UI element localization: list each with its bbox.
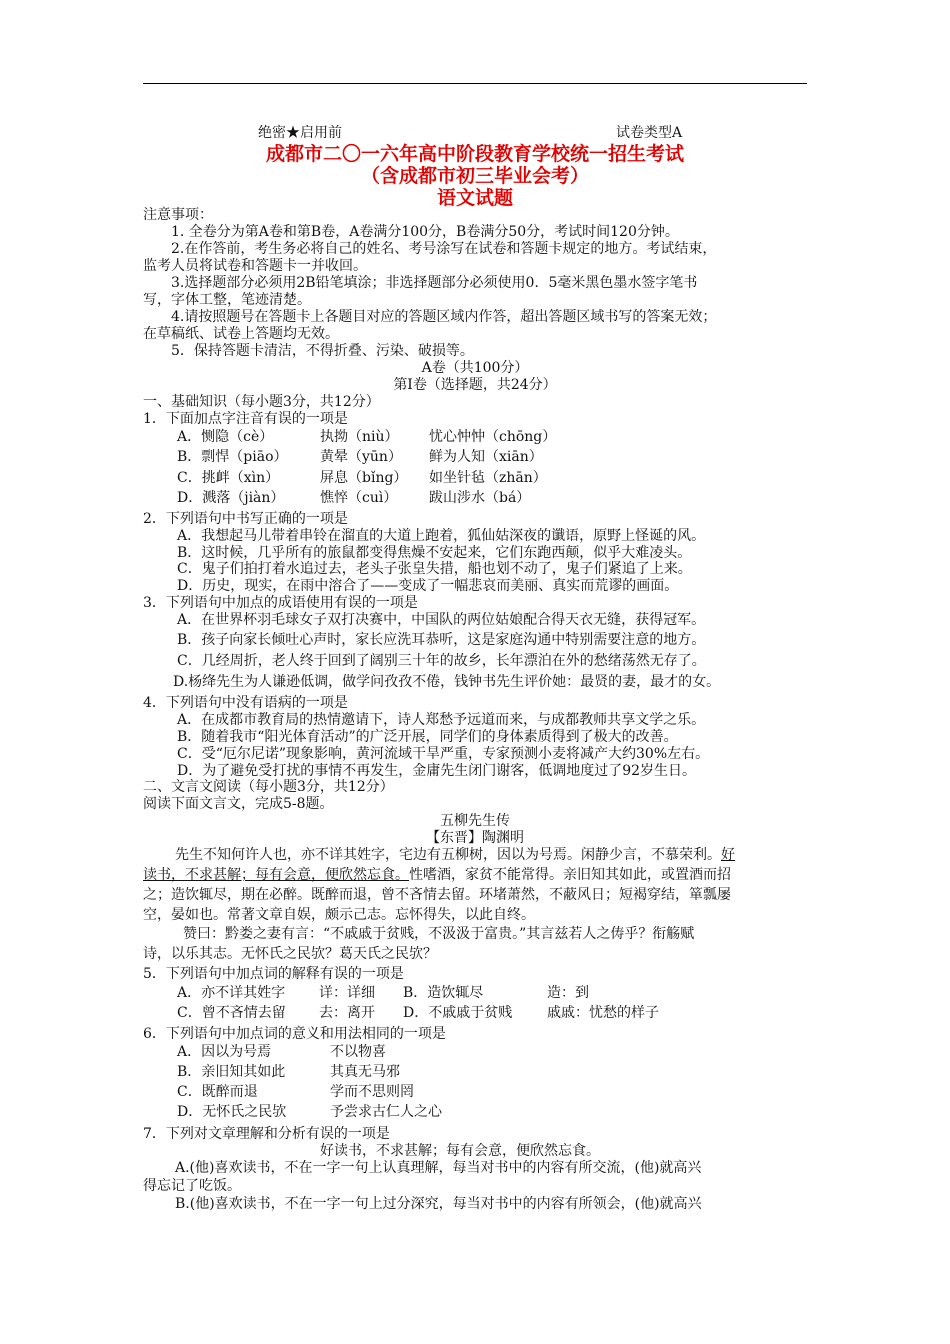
top-rule (143, 83, 807, 84)
q6-option: A．因以为号焉 (177, 1044, 272, 1060)
q5-option: A．亦不详其姓字 (177, 985, 286, 1001)
passage-line (175, 847, 735, 864)
passage-line (143, 867, 731, 884)
q1-option: 黄晕（yūn） (320, 449, 402, 465)
q3-option: B．孩子向家长倾吐心声时，家长应洗耳恭听，这是家庭沟通中特别需要注意的地方。 (177, 632, 706, 648)
q7-stem: 7．下列对文章理解和分析有误的一项是 (143, 1126, 390, 1142)
q6-option: C．既醉而退 (177, 1084, 258, 1100)
q3-option: D.杨绛先生为人谦逊低调，做学问孜孜不倦，钱钟书先生评价她：最贤的妻，最才的女。 (173, 674, 721, 690)
q1-option: 鲜为人知（xiān） (429, 449, 543, 465)
q4-option: D．为了避免受打扰的事情不再发生，金庸先生闭门谢客，低调地度过了92岁生日。 (177, 763, 697, 779)
q5-stem: 5．下列语句中加点词的解释有误的一项是 (143, 966, 404, 982)
passage-underlined-text: 读书，不求甚解；每有会意，便欣然忘食。 (143, 867, 409, 883)
confidential-label: 绝密★启用前 (258, 125, 342, 141)
notice-item: 2.在作答前，考生务必将自己的姓名、考号涂写在试卷和答题卡规定的地方。考试结束， (171, 241, 717, 257)
q3-option: A．在世界杯羽毛球女子双打决赛中，中国队的两位姑娘配合得天衣无缝，获得冠军。 (177, 612, 706, 628)
q1-stem: 1．下面加点字注音有误的一项是 (143, 411, 348, 427)
q5-option: B．造饮辄尽 (403, 985, 484, 1001)
q5-option: 详：详细 (319, 985, 375, 1001)
passage-text: 性嗜酒，家贫不能常得。亲旧知其如此，或置酒而招 (409, 867, 731, 883)
passage-line: 赞曰：黔娄之妻有言：“不戚戚于贫贱，不汲汲于富贵。”其言兹若人之俦乎？衔觞赋 (183, 926, 695, 942)
q2-option: A．我想起马儿带着串铃在溜直的大道上跑着，狐仙姑深夜的谶语，原野上怪诞的风。 (177, 528, 706, 544)
q6-option: 学而不思则罔 (330, 1084, 414, 1100)
q5-option: 戚戚：忧愁的样子 (547, 1005, 659, 1021)
passage-line: 空，晏如也。常著文章自娱，颇示己志。忘怀得失，以此自终。 (143, 907, 535, 923)
passage-underlined-text: 好 (721, 847, 735, 863)
q3-option: C．几经周折，老人终于回到了阔别三十年的故乡，长年漂泊在外的愁绪荡然无存了。 (177, 653, 706, 669)
notice-item: 在草稿纸、试卷上答题均无效。 (143, 326, 339, 342)
exam-subtitle: （含成都市初三毕业会考） (360, 165, 589, 187)
passage-text: 先生不知何许人也，亦不详其姓字，宅边有五柳树，因以为号焉。闲静少言，不慕荣利。 (175, 847, 721, 863)
q1-option: A．恻隐（cè） (177, 429, 274, 445)
q1-option: 屏息（bǐng） (320, 470, 408, 486)
q4-option: A．在成都市教育局的热情邀请下，诗人郑愁予远道而来，与成都教师共享文学之乐。 (177, 712, 706, 728)
section-classical-heading: 二、文言文阅读（每小题3分，共12分） (143, 779, 394, 795)
q6-option: 其真无马邪 (330, 1064, 400, 1080)
q5-option: 去：离开 (319, 1005, 375, 1021)
q7-option: B.(他)喜欢读书，不在一字一句上过分深究，每当对书中的内容有所领会，(他)就高兴 (175, 1196, 702, 1212)
q7-option: A.(他)喜欢读书，不在一字一句上认真理解，每当对书中的内容有所交流，(他)就高兴 (175, 1160, 702, 1176)
notice-item: 3.选择题部分必须用2B铅笔填涂；非选择题部分必须使用0．5毫米黑色墨水签字笔书 (171, 275, 698, 291)
part1-heading: 第Ⅰ卷（选择题，共24分） (393, 377, 557, 393)
q5-option: 造：到 (547, 985, 589, 1001)
q1-option: B．剽悍（piāo） (177, 449, 288, 465)
passage-line: 诗，以乐其志。无怀氏之民欤？葛天氏之民欤？ (143, 946, 437, 962)
q1-option: 忧心忡忡（chōng） (429, 429, 557, 445)
q4-stem: 4．下列语句中没有语病的一项是 (143, 695, 348, 711)
paper-type-label: 试卷类型A (616, 125, 683, 141)
q1-option: C．挑衅（xìn） (177, 470, 280, 486)
passage-author: 【东晋】陶渊明 (426, 830, 524, 846)
q2-option: C．鬼子们拍打着水追过去，老头子张皇失措，船也划不动了，鬼子们紧追了上来。 (177, 561, 692, 577)
q4-option: C．受“厄尔尼诺”现象影响，黄河流域干旱严重，专家预测小麦将减产大约30%左右。 (177, 746, 710, 762)
q6-stem: 6．下列语句中加点词的意义和用法相同的一项是 (143, 1026, 446, 1042)
q1-option: 执拗（niù） (320, 429, 399, 445)
q2-option: B．这时候，几乎所有的旅鼠都变得焦燥不安起来，它们东跑西颠，似乎大难凌头。 (177, 545, 692, 561)
passage-line: 之；造饮辄尽，期在必醉。既醉而退，曾不吝情去留。环堵萧然，不蔽风日；短褐穿结，箪瓢屡 (143, 887, 731, 903)
q1-option: 如坐针毡（zhān） (429, 470, 547, 486)
exam-title: 成都市二〇一六年高中阶段教育学校统一招生考试 (265, 143, 684, 165)
q1-option: D．溅落（jiàn） (177, 490, 285, 506)
notice-item: 1. 全卷分为第A卷和第B卷，A卷满分100分，B卷满分50分，考试时间120分钟。 (171, 224, 679, 240)
section-basic-heading: 一、基础知识（每小题3分，共12分） (143, 394, 380, 410)
q7-quote: 好读书，不求甚解；每有会意，便欣然忘食。 (320, 1143, 600, 1159)
subject-title: 语文试题 (436, 187, 513, 209)
q6-option: 不以物喜 (330, 1044, 386, 1060)
notice-item: 4.请按照题号在答题卡上各题目对应的答题区域内作答，超出答题区域书写的答案无效； (171, 309, 717, 325)
notice-item: 写，字体工整，笔迹清楚。 (143, 292, 311, 308)
q5-option: D．不戚戚于贫贱 (403, 1005, 513, 1021)
q6-option: 予尝求古仁人之心 (330, 1104, 442, 1120)
notice-heading: 注意事项： (143, 207, 213, 223)
a-volume-heading: A卷（共100分） (421, 360, 529, 376)
notice-item: 5．保持答题卡清洁，不得折叠、污染、破损等。 (171, 343, 474, 359)
q6-option: B．亲旧知其如此 (177, 1064, 286, 1080)
q7-option: 得忘记了吃饭。 (143, 1178, 241, 1194)
passage-title: 五柳先生传 (440, 813, 510, 829)
q1-option: 跋山涉水（bá） (429, 490, 531, 506)
q2-stem: 2．下列语句中书写正确的一项是 (143, 511, 348, 527)
q6-option: D．无怀氏之民欤 (177, 1104, 287, 1120)
q2-option: D．历史，现实，在雨中溶合了——变成了一幅悲哀而美丽、真实而荒谬的画面。 (177, 578, 679, 594)
q5-option: C．曾不吝情去留 (177, 1005, 286, 1021)
q4-option: B．随着我市“阳光体育活动”的广泛开展，同学们的身体素质得到了极大的改善。 (177, 729, 678, 745)
q3-stem: 3．下列语句中加点的成语使用有误的一项是 (143, 595, 418, 611)
q1-option: 憔悴（cuì） (320, 490, 398, 506)
notice-item: 监考人员将试卷和答题卡一并收回。 (143, 258, 367, 274)
section-classical-instruction: 阅读下面文言文，完成5-8题。 (143, 796, 334, 812)
